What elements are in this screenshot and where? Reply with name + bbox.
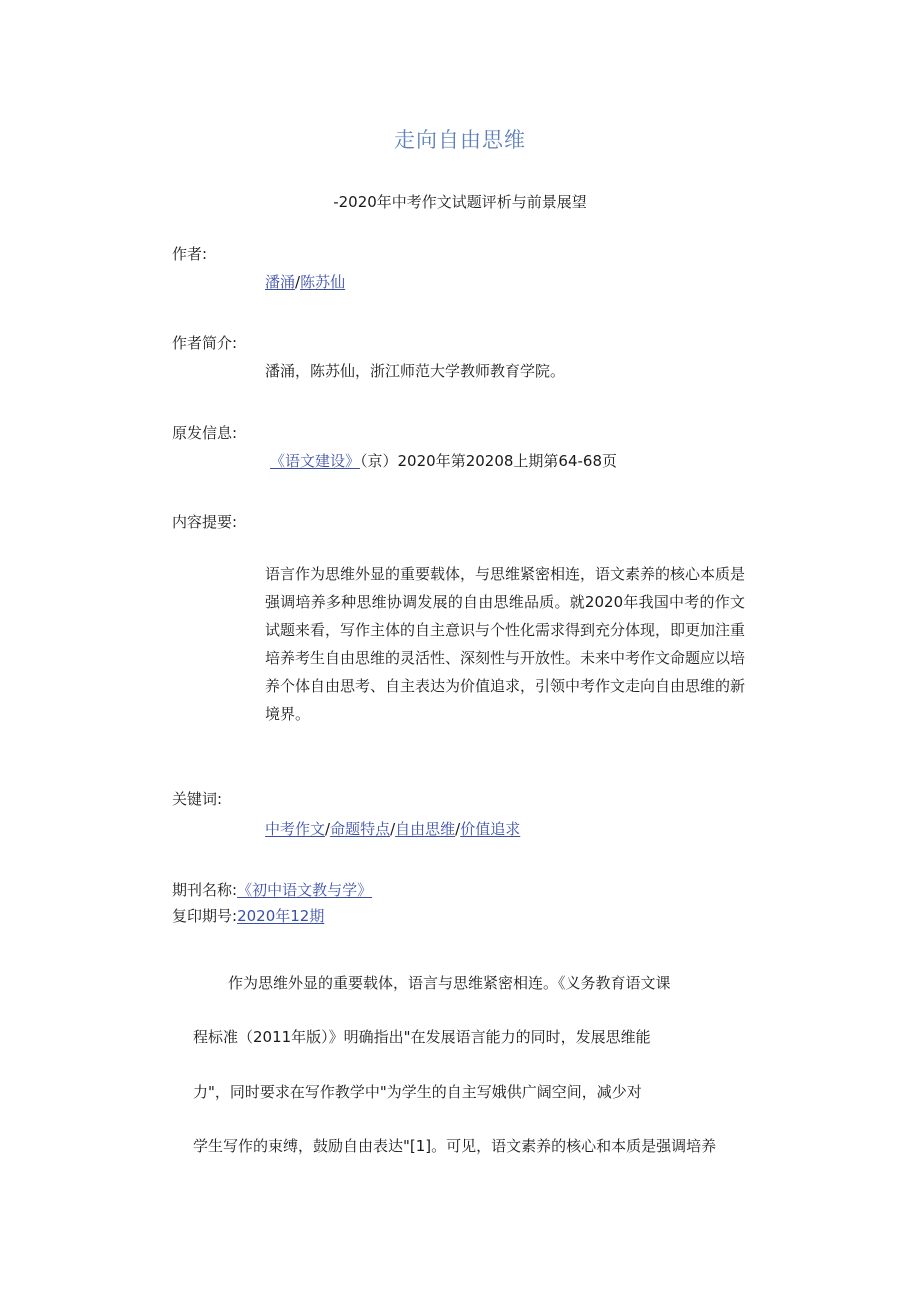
periodical-row — [172, 879, 372, 900]
article-title: 走向自由思维 — [394, 128, 526, 152]
periodical-label: 期刊名称: — [172, 881, 238, 899]
keyword-link-4[interactable]: 价值追求 — [460, 820, 521, 838]
author-intro-label: 作者简介: — [172, 334, 238, 352]
keywords-links — [265, 818, 520, 839]
source-journal-link[interactable]: 《语文建设》 — [270, 452, 361, 470]
abstract-text: 语言作为思维外显的重要载体，与思维紧密相连，语文素养的核心本质是强调培养多种思维协调发展的自由思维品质。就2020年我国中考的作文试题来看，写作主体的自主意识与个性化需求得到充分体现，即更加注重培养考生自由思维的灵活性、深刻性与开放性。未来中考作文命题应以培养个体自由思考、自主表达为价值追求，引领中考作文走向自由思维的新境界。 — [265, 565, 746, 723]
keywords-label: 关键词: — [172, 790, 223, 808]
body-line-1: 作为思维外显的重要载体，语言与思维紧密相连。《义务教育语文课 — [228, 974, 671, 992]
body-line-4: 学生写作的束缚，鼓励自由表达"[1]。可见，语文素养的核心和本质是强调培养 — [193, 1137, 717, 1155]
abstract-label: 内容提要: — [172, 513, 238, 531]
periodical-link[interactable]: 《初中语文教与学》 — [237, 881, 373, 899]
author-links — [265, 271, 345, 292]
author-intro-text: 潘涌，陈苏仙，浙江师范大学教师教育学院。 — [265, 362, 566, 380]
article-subtitle: -2020年中考作文试题评析与前景展望 — [333, 193, 587, 211]
body-line-3: 力"，同时要求在写作教学中"为学生的自主写娥供广阔空间，减少对 — [193, 1083, 642, 1101]
author-link-2[interactable]: 陈苏仙 — [300, 273, 346, 291]
reprint-label: 复印期号: — [172, 907, 238, 925]
source-info — [270, 450, 617, 471]
author-separator: / — [295, 273, 301, 291]
keyword-separator: / — [455, 820, 461, 838]
author-label: 作者: — [172, 245, 208, 263]
keyword-link-1[interactable]: 中考作文 — [265, 820, 326, 838]
body-line-2: 程标准（2011年版）》明确指出"在发展语言能力的同时，发展思维能 — [193, 1028, 651, 1046]
keyword-separator: / — [325, 820, 331, 838]
author-link-1[interactable]: 潘涌 — [265, 273, 296, 291]
source-label: 原发信息: — [172, 424, 238, 442]
reprint-row — [172, 905, 324, 926]
source-issue-text: （京）2020年第20208上期第64-68页 — [360, 452, 617, 470]
keyword-separator: / — [390, 820, 396, 838]
keyword-link-2[interactable]: 命题特点 — [330, 820, 391, 838]
keyword-link-3[interactable]: 自由思维 — [395, 820, 456, 838]
reprint-link[interactable]: 2020年12期 — [237, 907, 325, 925]
